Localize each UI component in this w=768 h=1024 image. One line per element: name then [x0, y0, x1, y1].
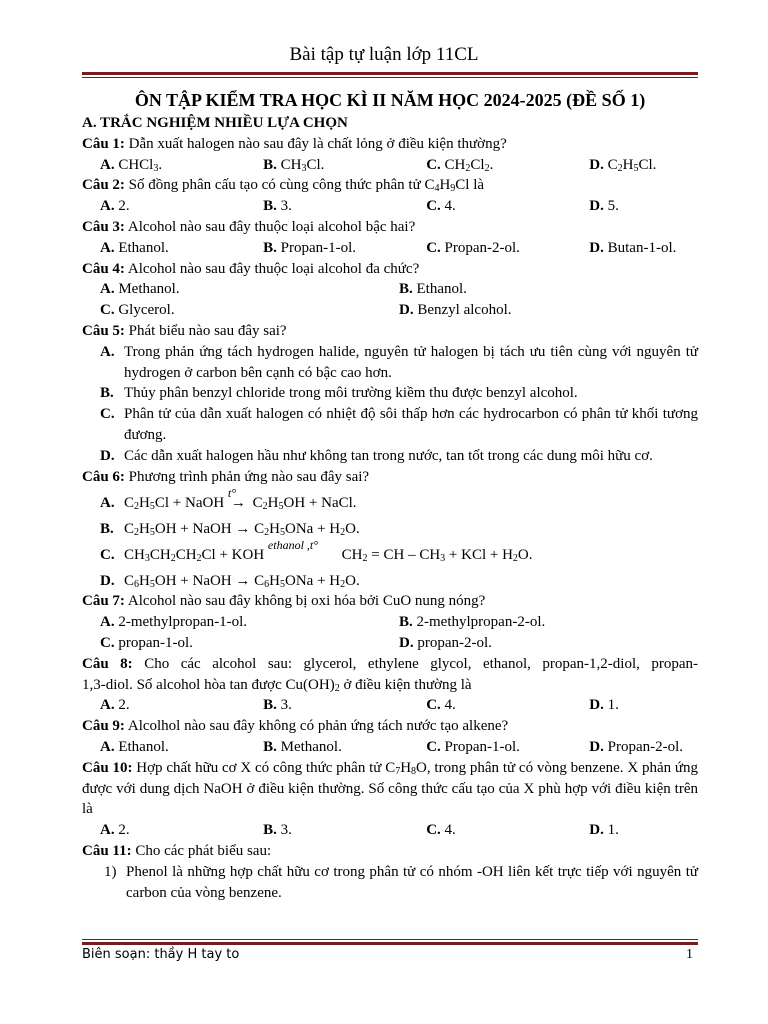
option-d: D. Butan-1-ol. — [589, 239, 677, 256]
option-b: B. Ethanol. — [399, 281, 467, 298]
question-9-options — [82, 737, 698, 758]
option-b: B. 3. — [263, 822, 292, 839]
option-d: D. 1. — [589, 822, 619, 839]
option-d: D. Các dẫn xuất halogen hầu như không tan trong nước, tan tốt trong các dung môi hữu cơ. — [100, 447, 653, 464]
option-a: A. 2. — [100, 198, 130, 215]
option-d: D. Propan-2-ol. — [589, 738, 684, 755]
equation-d: D. $C_6H_5OH$ + NaOH → $C_6H_5ONa + H_2O$. — [100, 572, 360, 590]
equation-a: A. $C_2H_5Cl$ + NaOH t° → $C_2H_5OH$ + NaCl. — [100, 485, 357, 512]
question-9: Câu 9: Alcolhol nào sau đây không có phản ứng tách nước tạo alkene? — [82, 718, 509, 735]
option-b: B. $CH_3Cl$. — [263, 156, 325, 174]
statement-1: 1) Phenol là những hợp chất hữu cơ trong phân tử có nhóm -OH liên kết trực tiếp với nguyên tử carbon của vòng benzene. — [104, 863, 698, 901]
option-b: B. 2-methylpropan-2-ol. — [399, 614, 546, 631]
question-10: Câu 10: Hợp chất hữu cơ X có công thức phân tử $C_7H_8O$, trong phân tử có vòng benzene. X phản ứng được với dung dịch NaOH ở điều kiện thường. Số công thức cấu tạo của X phù hợp với điều kiện trên là — [82, 759, 699, 818]
option-d: D. 1. — [589, 697, 619, 714]
option-a: A. Methanol. — [100, 281, 180, 298]
option-c: C. 4. — [426, 822, 456, 839]
question-8: Câu 8: Cho các alcohol sau: glycerol, ethylene glycol, ethanol, propan-1,2-diol, propan- — [82, 655, 699, 672]
option-a: A. 2-methylpropan-1-ol. — [100, 614, 248, 631]
option-c: C. Propan-2-ol. — [426, 239, 520, 256]
question-1: Câu 1: Dẫn xuất halogen nào sau đây là chất lỏng ở điều kiện thường? — [82, 135, 507, 152]
option-c: C. propan-1-ol. — [100, 634, 193, 651]
page-number: 1 — [686, 947, 693, 962]
arrow-icon: t° → — [227, 485, 246, 511]
question-2: Câu 2: Số đồng phân cấu tạo có cùng công thức phân tử $C_4H_9Cl$ là — [82, 177, 485, 195]
question-3-options — [82, 238, 698, 259]
header-title: Bài tập tự luận lớp 11CL — [289, 44, 479, 65]
question-5: Câu 5: Phát biểu nào sau đây sai? — [82, 322, 287, 339]
question-4-options — [82, 279, 698, 300]
question-4-options-row2 — [82, 300, 698, 321]
question-2-options — [82, 196, 698, 217]
page-title: ÔN TẬP KIỂM TRA HỌC KÌ II NĂM HỌC 2024-2025 (ĐỀ SỐ 1) — [134, 90, 646, 110]
question-8-options — [82, 695, 698, 716]
option-c: C. 4. — [426, 198, 456, 215]
option-a: A. 2. — [100, 697, 130, 714]
option-b: B. Methanol. — [263, 738, 342, 755]
option-c: C. Glycerol. — [100, 302, 175, 319]
footer-author: Biên soạn: thầy H tay to — [82, 947, 240, 962]
question-1-options — [82, 155, 698, 176]
question-7-options-row2 — [82, 633, 698, 654]
option-d: D. $C_2H_5Cl$. — [589, 156, 657, 174]
option-b: B. Propan-1-ol. — [263, 239, 357, 256]
option-a: A. Trong phản ứng tách hydrogen halide, nguyên tử halogen bị tách ưu tiên cùng với nguyên tử hydrogen ở carbon bên cạnh có bậc cao hơn. — [100, 343, 698, 381]
question-10-options — [82, 820, 698, 841]
question-11: Câu 11: Cho các phát biểu sau: — [82, 842, 272, 859]
option-b: B. 3. — [263, 198, 292, 215]
arrow-icon: ethanol ,t° — [267, 537, 319, 552]
option-a: A. 2. — [100, 822, 130, 839]
question-7-options — [82, 612, 698, 633]
option-c: C. Phân tử của dẫn xuất halogen có nhiệt độ sôi thấp hơn các hydrocarbon có phân tử khối tương đương. — [100, 406, 698, 443]
option-b: B. 3. — [263, 697, 292, 714]
question-4: Câu 4: Alcohol nào sau đây thuộc loại alcohol đa chức? — [82, 260, 420, 277]
document-body — [82, 113, 698, 903]
option-b: B. Thủy phân benzyl chloride trong môi trường kiềm thu được benzyl alcohol. — [100, 385, 578, 402]
footer-rule — [82, 939, 698, 945]
equation-b: B. $C_2H_5OH$ + NaOH → $C_2H_5ONa + H_2O$. — [100, 520, 360, 538]
equation-c: C. $CH_3CH_2CH_2Cl$ + KOH ethanol ,t° $CH_2$ = CH – $CH_3$ + KCl + $H_2O$. — [100, 537, 533, 564]
question-7: Câu 7: Alcohol nào sau đây không bị oxi hóa bởi CuO nung nóng? — [82, 593, 486, 610]
header-rule — [82, 72, 698, 78]
option-d: D. Benzyl alcohol. — [399, 302, 512, 319]
question-3: Câu 3: Alcohol nào sau đây thuộc loại alcohol bậc hai? — [82, 218, 416, 235]
option-d: D. propan-2-ol. — [399, 634, 492, 651]
question-6: Câu 6: Phương trình phản ứng nào sau đây sai? — [82, 468, 370, 485]
question-8-cont: 1,3-diol. Số alcohol hòa tan được $Cu(OH)_2$ ở điều kiện thường là — [82, 676, 472, 694]
option-a: A. CHCl$_3$. — [100, 156, 163, 174]
option-a: A. Ethanol. — [100, 239, 169, 256]
option-d: D. 5. — [589, 198, 619, 215]
option-a: A. Ethanol. — [100, 738, 169, 755]
option-c: C. 4. — [426, 697, 456, 714]
option-c: C. $CH_2Cl_2$. — [426, 156, 494, 174]
option-c: C. Propan-1-ol. — [426, 738, 520, 755]
section-a-title: A. TRẮC NGHIỆM NHIỀU LỰA CHỌN — [82, 115, 348, 131]
